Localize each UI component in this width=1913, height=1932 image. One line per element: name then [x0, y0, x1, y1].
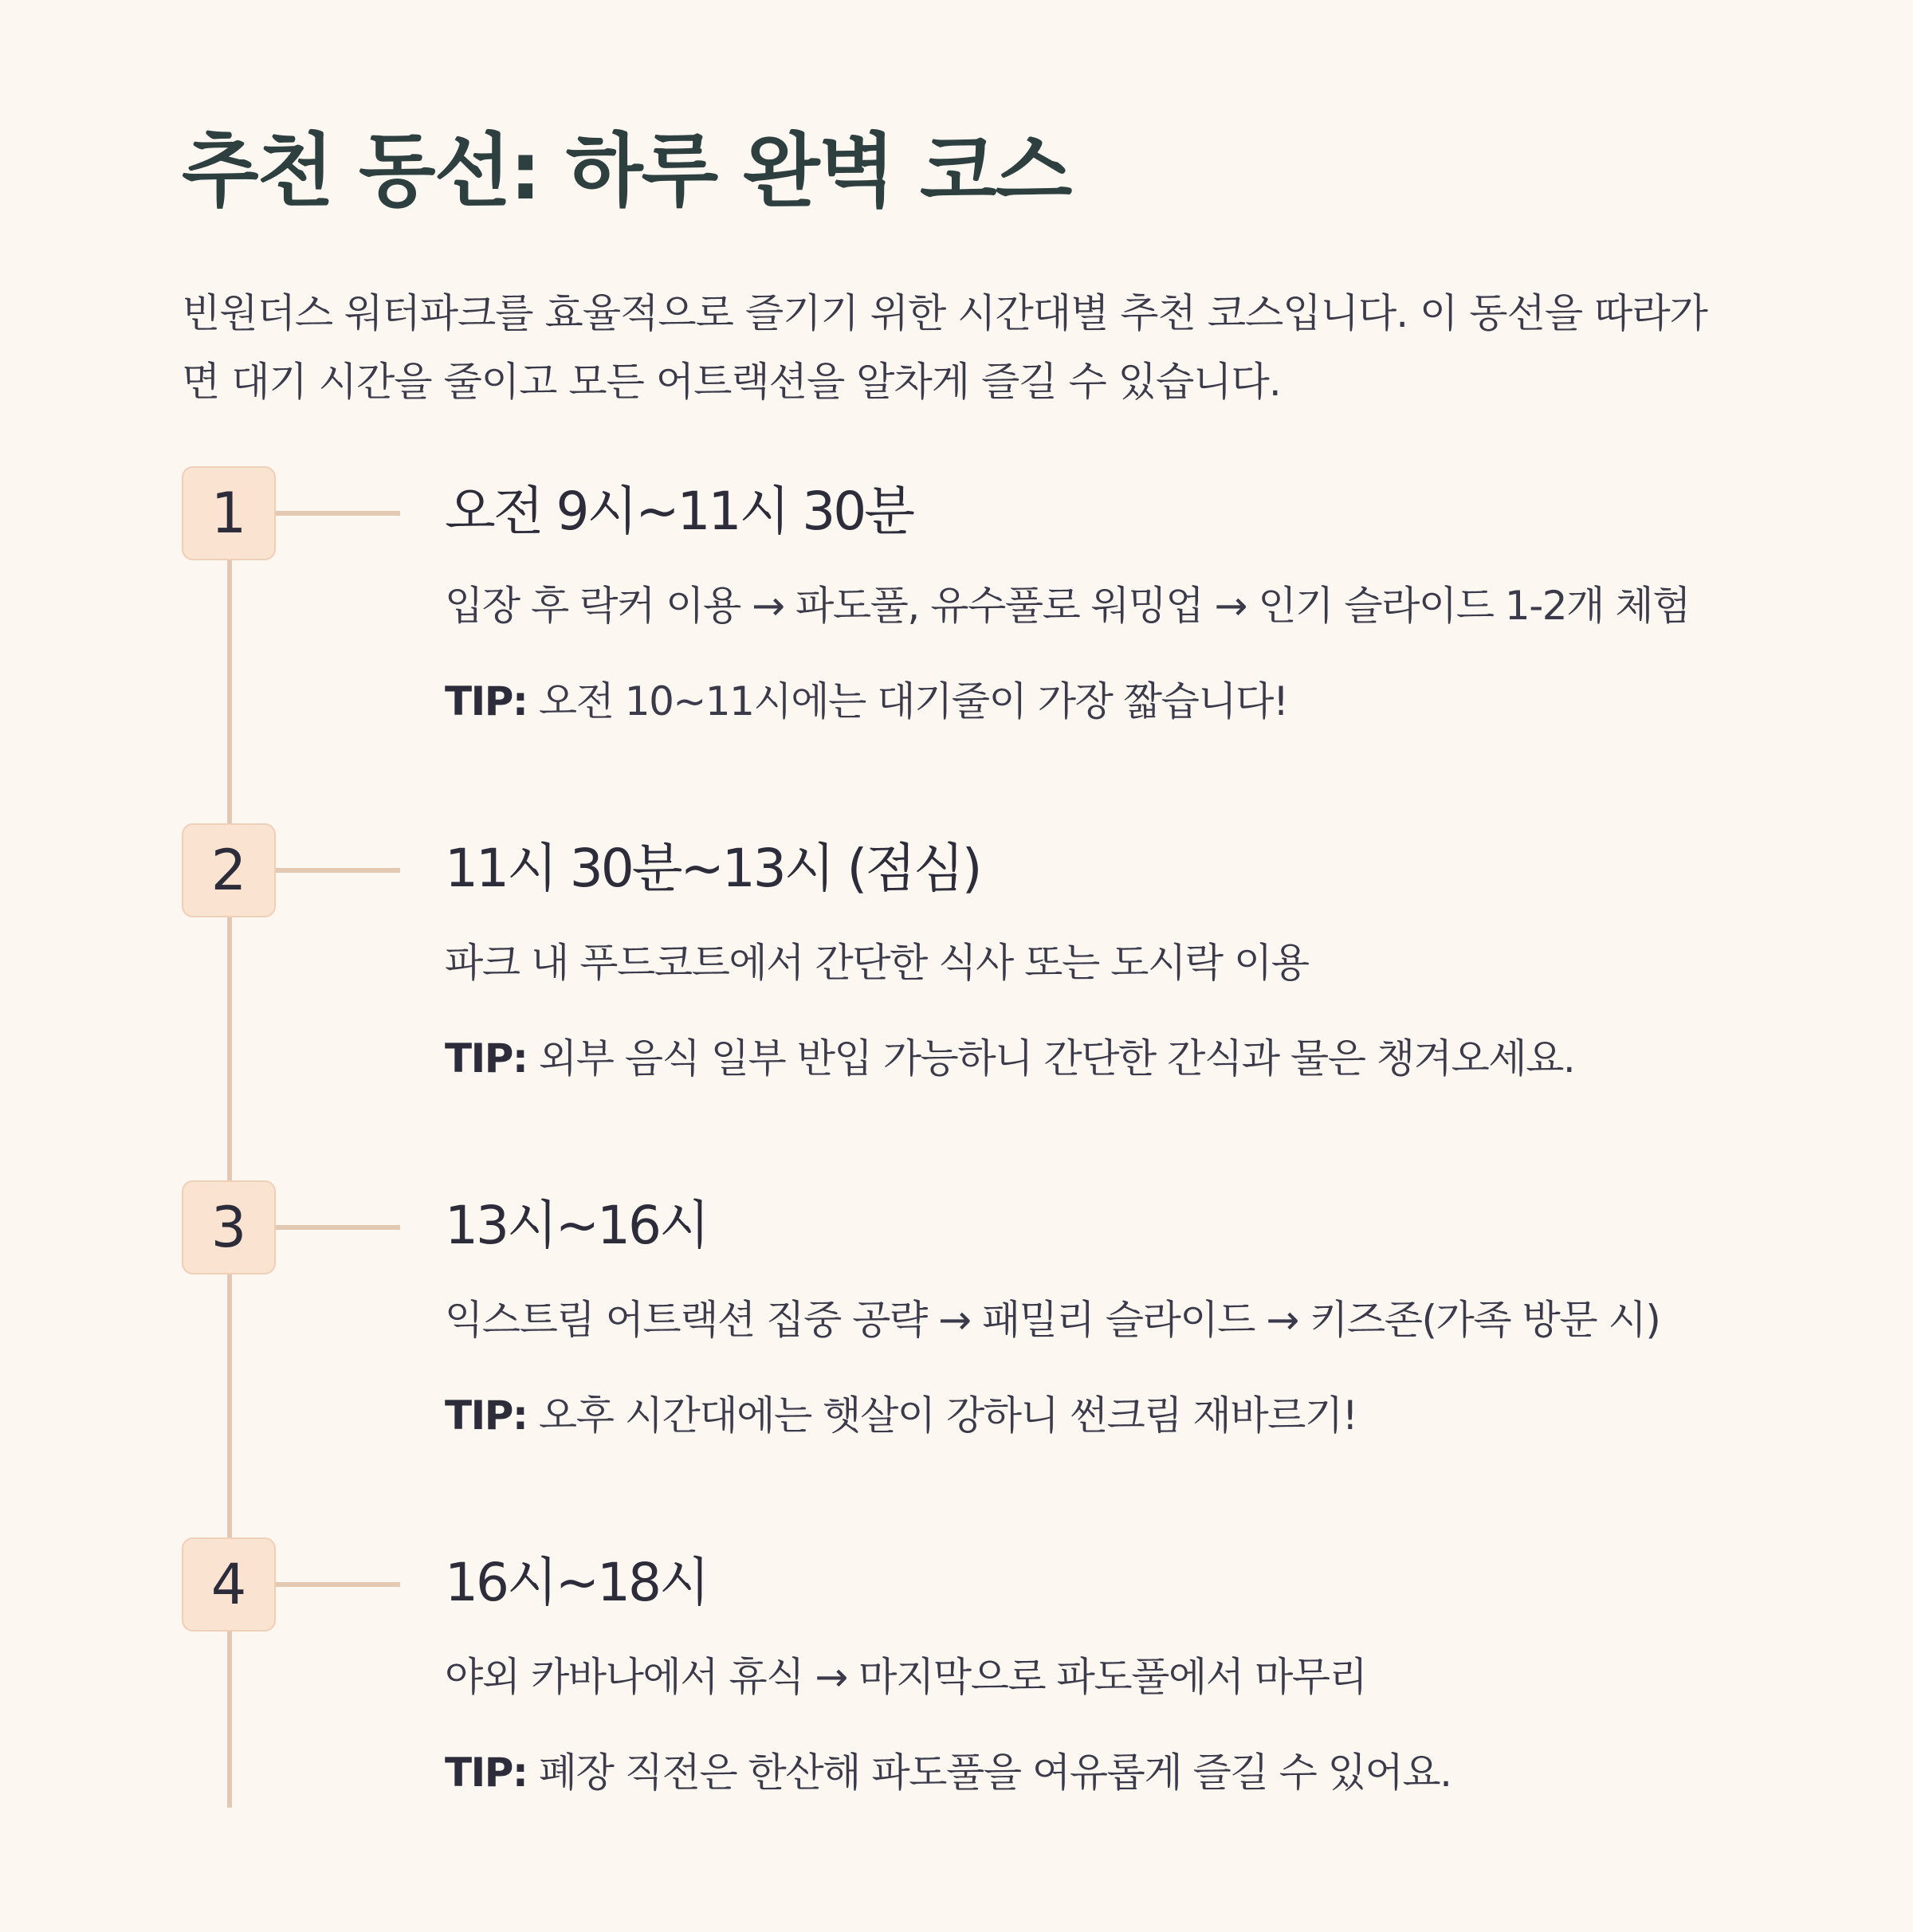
step-time: 오전 9시~11시 30분 — [445, 481, 913, 542]
step-connector — [276, 868, 400, 873]
step-connector — [276, 1225, 400, 1230]
timeline-step-3 — [0, 1180, 1913, 1499]
tip-text: 오후 시간대에는 햇살이 강하니 썬크림 재바르기! — [538, 1392, 1357, 1439]
step-number-badge: 2 — [182, 823, 276, 917]
step-tip — [445, 673, 1288, 729]
step-number-badge: 1 — [182, 466, 276, 560]
tip-text: 외부 음식 일부 반입 가능하니 간단한 간식과 물은 챙겨오세요. — [538, 1035, 1575, 1082]
tip-label: TIP: — [445, 1749, 528, 1796]
step-time: 16시~18시 — [445, 1552, 708, 1613]
step-tip — [445, 1031, 1574, 1086]
timeline-step-4 — [0, 1537, 1913, 1856]
step-number-badge: 3 — [182, 1180, 276, 1274]
step-description: 익스트림 어트랙션 집중 공략 → 패밀리 슬라이드 → 키즈존(가족 방문 시) — [445, 1297, 1660, 1343]
step-description: 야외 카바나에서 휴식 → 마지막으로 파도풀에서 마무리 — [445, 1654, 1367, 1700]
tip-text: 폐장 직전은 한산해 파도풀을 여유롭게 즐길 수 있어요. — [538, 1749, 1451, 1796]
intro-paragraph: 빈원더스 워터파크를 효율적으로 즐기기 위한 시간대별 추천 코스입니다. 이 동선을 따라가면 대기 시간을 줄이고 모든 어트랙션을 알차게 즐길 수 있습니다. — [182, 290, 1707, 405]
step-connector — [276, 1582, 400, 1587]
step-time: 13시~16시 — [445, 1195, 708, 1256]
step-tip — [445, 1388, 1357, 1443]
tip-label: TIP: — [445, 1392, 528, 1439]
step-number-badge: 4 — [182, 1537, 276, 1632]
step-time: 11시 30분~13시 (점심) — [445, 838, 980, 899]
tip-label: TIP: — [445, 678, 528, 724]
timeline-step-2 — [0, 823, 1913, 1142]
step-description: 파크 내 푸드코트에서 간단한 식사 또는 도시락 이용 — [445, 940, 1309, 986]
step-tip — [445, 1745, 1451, 1800]
page-title: 추천 동선: 하루 완벽 코스 — [182, 124, 1071, 218]
timeline-step-1 — [0, 466, 1913, 785]
tip-label: TIP: — [445, 1035, 528, 1082]
tip-text: 오전 10~11시에는 대기줄이 가장 짧습니다! — [538, 678, 1288, 724]
step-description: 입장 후 락커 이용 → 파도풀, 유수풀로 워밍업 → 인기 슬라이드 1-2개 체험 — [445, 583, 1690, 629]
step-connector — [276, 511, 400, 516]
